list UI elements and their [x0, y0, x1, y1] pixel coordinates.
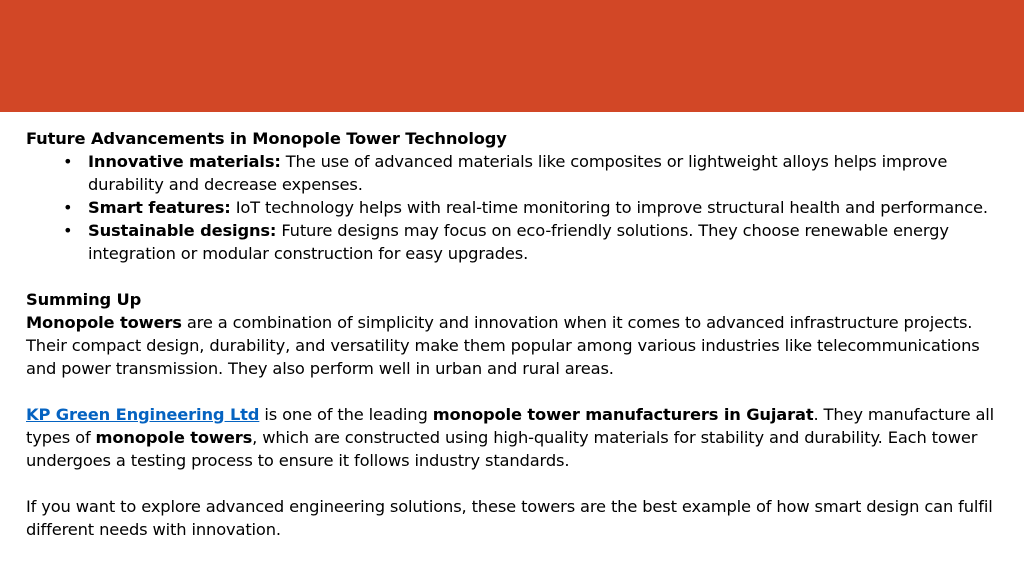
document-body	[26, 127, 1011, 541]
list-item	[26, 150, 1011, 196]
company-paragraph	[26, 403, 1011, 472]
section-title-advancements: Future Advancements in Monopole Tower Technology	[26, 129, 507, 148]
spacer	[26, 472, 1011, 495]
item-label: Innovative materials:	[88, 152, 281, 171]
section-title-summing-up: Summing Up	[26, 290, 142, 309]
closing-paragraph: If you want to explore advanced engineering solutions, these towers are the best example of how smart design can fulfil different needs with innovation.	[26, 497, 993, 539]
advancements-list	[26, 150, 1011, 265]
paragraph-text: . They manufacture all types of	[26, 405, 995, 447]
item-text: Future designs may focus on eco-friendly solutions. They choose renewable energy integration or modular construction for easy upgrades.	[88, 221, 949, 263]
paragraph-text: , which are constructed using high-quality materials for stability and durability. Each tower undergoes a testing process to ensure it follows industry standards.	[26, 428, 978, 470]
item-label: Sustainable designs:	[88, 221, 277, 240]
bold-term: Monopole towers	[26, 313, 182, 332]
header-banner	[0, 0, 1024, 112]
bullet-icon: •	[63, 152, 73, 171]
spacer	[26, 380, 1011, 403]
list-item	[26, 196, 1011, 219]
list-item	[26, 219, 1011, 265]
bold-term: monopole towers	[95, 428, 253, 447]
spacer	[26, 265, 1011, 288]
summary-paragraph	[26, 311, 1011, 380]
paragraph-text: is one of the leading	[259, 405, 433, 424]
paragraph-text: are a combination of simplicity and innovation when it comes to advanced infrastructure projects. Their compact design, durability, and versatility make them popular among various industries like telecommunications and power transmission. They also perform well in urban and rural areas.	[26, 313, 980, 378]
item-label: Smart features:	[88, 198, 231, 217]
company-link[interactable]: KP Green Engineering Ltd	[26, 405, 260, 424]
item-text: The use of advanced materials like composites or lightweight alloys helps improve durability and decrease expenses.	[88, 152, 948, 194]
bullet-icon: •	[63, 198, 73, 217]
bullet-icon: •	[63, 221, 73, 240]
bold-term: monopole tower manufacturers in Gujarat	[432, 405, 814, 424]
item-text: IoT technology helps with real-time monitoring to improve structural health and performance.	[230, 198, 988, 217]
